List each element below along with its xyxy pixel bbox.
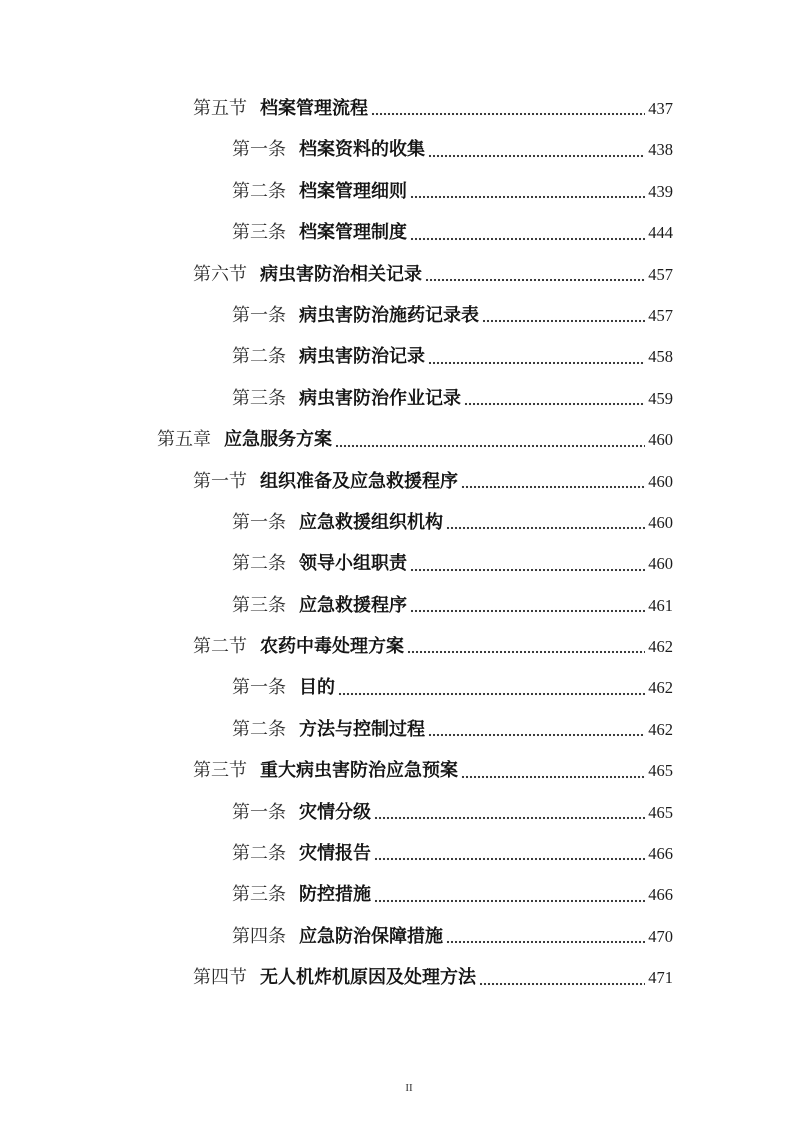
toc-entry-page: 465 [648,761,673,781]
dot-leader [446,940,645,944]
dot-leader [335,444,645,448]
toc-entry-page: 465 [648,802,673,822]
toc-entry-page: 457 [648,264,673,284]
toc-entry-title: 目的 [299,677,335,699]
toc-entry[interactable] [232,502,673,543]
dot-leader [446,526,645,530]
toc-entry-number: 第五节 [193,98,247,119]
toc-entry-number: 第二节 [193,636,247,658]
toc-entry-title: 灾情报告 [299,843,371,865]
toc-entry-number: 第二条 [232,553,286,575]
toc-entry-page: 437 [648,99,673,118]
toc-entry[interactable] [232,378,673,419]
toc-entry-number: 第三条 [232,387,286,409]
toc-entry[interactable] [193,254,673,295]
toc-entry[interactable] [193,88,673,129]
toc-entry-number: 第三条 [232,884,286,906]
toc-entry[interactable] [232,171,673,212]
toc-entry-number: 第四条 [232,925,286,947]
toc-entry-page: 466 [648,885,673,905]
toc-entry-title: 农药中毒处理方案 [260,636,404,658]
dot-leader [461,775,645,779]
dot-leader [479,982,645,986]
dot-leader [461,485,645,489]
toc-entry-page: 462 [648,678,673,698]
toc-entry-number: 第一条 [232,677,286,699]
toc-entry[interactable] [232,585,673,626]
toc-entry-title: 方法与控制过程 [299,718,425,740]
dot-leader [410,609,645,613]
table-of-contents [0,88,793,999]
toc-entry-page: 460 [648,471,673,491]
toc-entry-title: 档案资料的收集 [299,139,425,161]
toc-entry-title: 档案管理细则 [299,180,407,202]
toc-entry-page: 460 [648,512,673,532]
toc-entry-title: 病虫害防治相关记录 [260,263,422,285]
toc-entry-number: 第三节 [193,760,247,782]
dot-leader [371,112,645,116]
dot-leader [464,402,645,406]
toc-entry-number: 第一条 [232,801,286,823]
toc-entry-page: 459 [648,388,673,408]
toc-entry-number: 第一条 [232,139,286,161]
toc-entry-page: 462 [648,719,673,739]
dot-leader [410,237,645,241]
toc-entry-title: 应急服务方案 [224,429,332,451]
dot-leader [428,154,645,158]
toc-entry-title: 组织准备及应急救援程序 [260,470,458,492]
toc-entry[interactable] [157,419,673,460]
toc-entry-page: 458 [648,347,673,367]
dot-leader [374,899,645,903]
dot-leader [410,195,645,199]
toc-entry[interactable] [193,957,673,998]
toc-entry-title: 领导小组职责 [299,553,407,575]
toc-entry-number: 第二条 [232,180,286,202]
toc-entry-title: 防控措施 [299,884,371,906]
dot-leader [482,319,645,323]
toc-entry-number: 第三条 [232,594,286,616]
dot-leader [425,278,645,282]
dot-leader [407,650,645,654]
toc-entry-page: 466 [648,844,673,864]
toc-entry[interactable] [232,709,673,750]
toc-entry[interactable] [232,543,673,584]
toc-entry[interactable] [232,874,673,915]
page-number: II [405,1082,413,1094]
toc-entry-title: 档案管理流程 [260,98,368,119]
toc-entry[interactable] [232,916,673,957]
toc-entry-number: 第二条 [232,346,286,368]
dot-leader [410,568,645,572]
toc-entry-title: 病虫害防治施药记录表 [299,304,479,326]
toc-entry[interactable] [232,295,673,336]
dot-leader [374,816,645,820]
toc-entry-page: 444 [648,223,673,243]
toc-entry-title: 病虫害防治作业记录 [299,387,461,409]
toc-entry-page: 457 [648,305,673,325]
toc-entry-number: 第二条 [232,718,286,740]
toc-entry-title: 应急救援组织机构 [299,511,443,533]
dot-leader [374,857,645,861]
toc-entry[interactable] [232,833,673,874]
toc-entry[interactable] [193,626,673,667]
toc-entry-title: 病虫害防治记录 [299,346,425,368]
toc-entry-title: 档案管理制度 [299,222,407,244]
toc-entry[interactable] [232,129,673,170]
toc-entry-title: 应急救援程序 [299,594,407,616]
toc-entry-title: 无人机炸机原因及处理方法 [260,967,476,989]
toc-entry[interactable] [193,461,673,502]
dot-leader [428,361,645,365]
toc-entry-number: 第一条 [232,304,286,326]
toc-entry[interactable] [232,336,673,377]
toc-entry-number: 第一条 [232,511,286,533]
toc-entry-page: 461 [648,595,673,615]
toc-entry[interactable] [193,750,673,791]
toc-entry-number: 第三条 [232,222,286,244]
toc-entry-page: 470 [648,926,673,946]
toc-entry-number: 第二条 [232,843,286,865]
toc-entry-number: 第一节 [193,470,247,492]
toc-entry[interactable] [232,792,673,833]
toc-entry-title: 灾情分级 [299,801,371,823]
toc-entry-page: 438 [648,140,673,160]
toc-entry-number: 第五章 [157,429,211,451]
dot-leader [338,692,645,696]
toc-entry-number: 第六节 [193,263,247,285]
toc-entry-title: 重大病虫害防治应急预案 [260,760,458,782]
toc-entry-page: 471 [648,968,673,988]
toc-entry-page: 460 [648,554,673,574]
toc-entry-title: 应急防治保障措施 [299,925,443,947]
toc-entry-number: 第四节 [193,967,247,989]
toc-entry-page: 439 [648,181,673,201]
dot-leader [428,733,645,737]
toc-entry[interactable] [232,212,673,253]
toc-entry-page: 460 [648,430,673,450]
toc-entry-page: 462 [648,637,673,657]
toc-entry[interactable] [232,667,673,708]
